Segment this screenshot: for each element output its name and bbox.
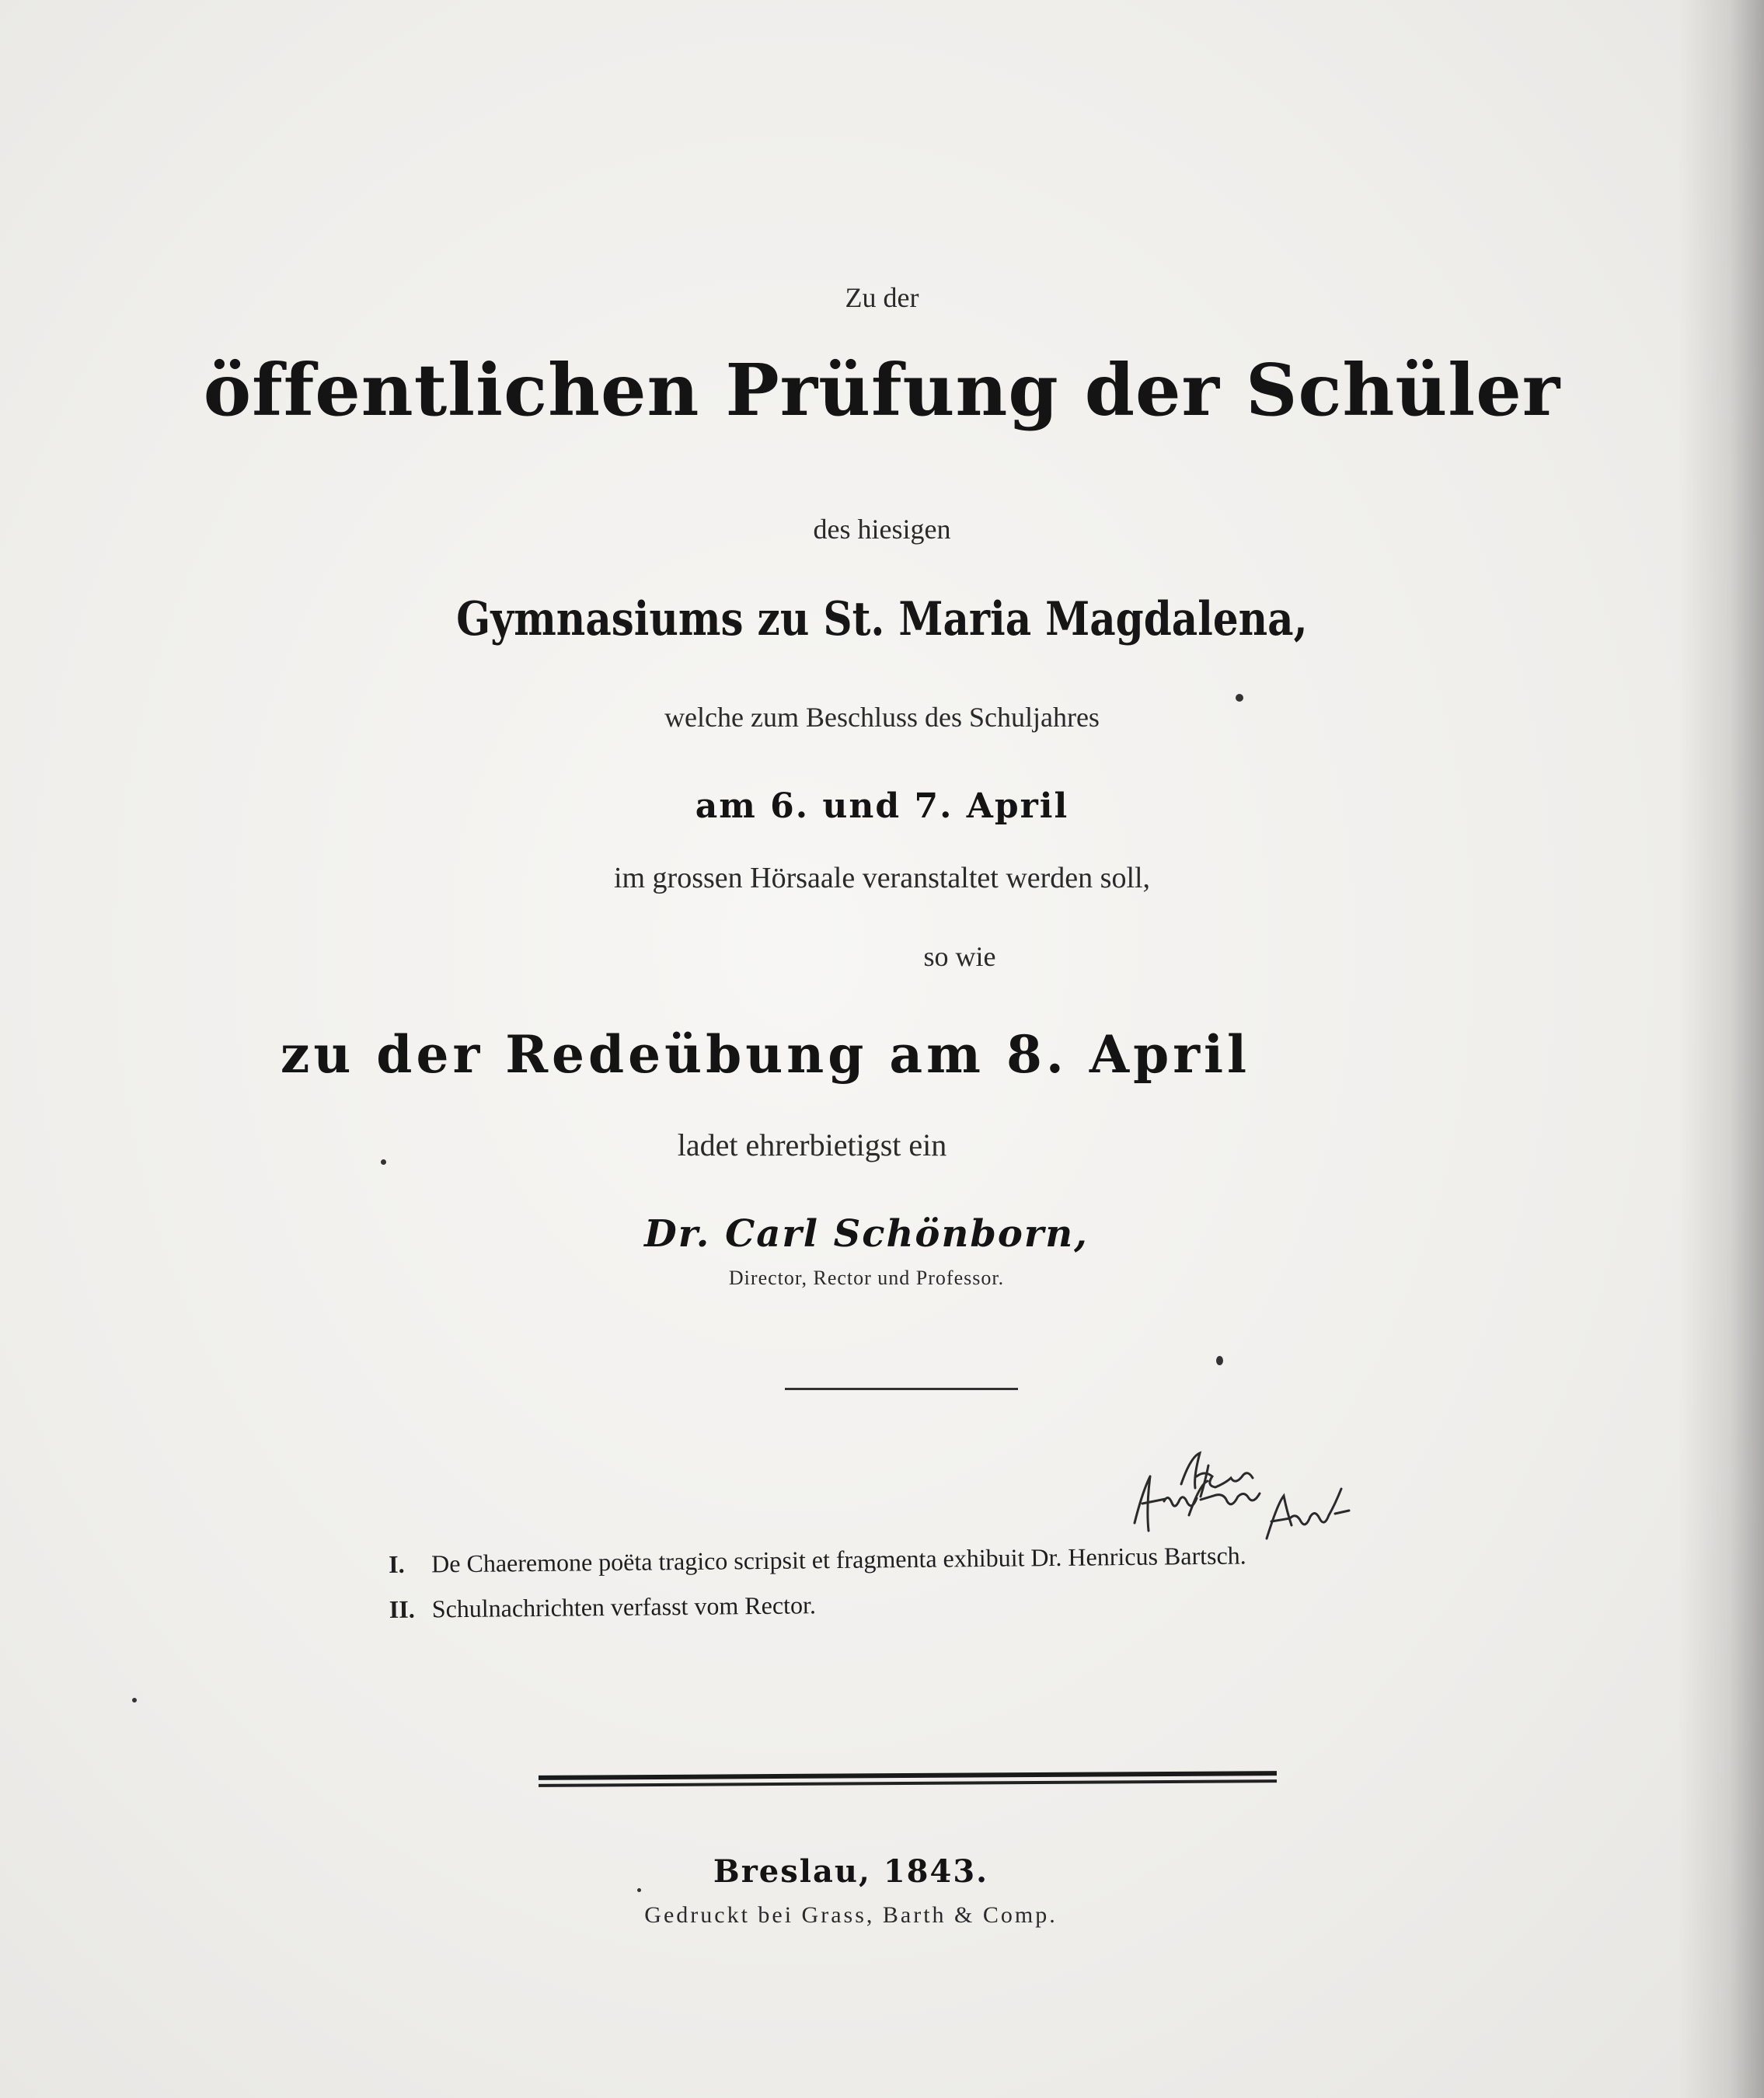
divider-thick — [539, 1771, 1277, 1790]
imprint-place-year — [0, 1853, 1733, 1890]
contents-item-text: Schulnachrichten verfasst vom Rector. — [431, 1591, 817, 1623]
author-name — [0, 1212, 1748, 1256]
author-role: Director, Rector und Professor. — [728, 1267, 1005, 1289]
intro-text: Zu der — [845, 282, 919, 313]
speech-heading-text: zu der Redeübung am 8. April — [280, 1024, 1251, 1085]
sub-text-1: des hiesigen — [813, 514, 951, 545]
main-title — [0, 348, 1764, 432]
location-text: im grossen Hörsaale veranstaltet werden soll, — [613, 862, 1151, 894]
ink-speck — [1236, 694, 1243, 702]
imprint-place-year-text: Breslau, 1843. — [713, 1853, 989, 1890]
exam-dates-text: am 6. und 7. April — [695, 786, 1069, 826]
ink-speck — [381, 1159, 386, 1165]
contents-item — [389, 1586, 1247, 1640]
invite-text: ladet ehrerbietigst ein — [677, 1127, 947, 1162]
exam-dates — [0, 786, 1764, 826]
sub-text-2: welche zum Beschluss des Schuljahres — [664, 702, 1100, 733]
sowie-text: so wie — [923, 941, 996, 972]
author-name-text: Dr. Carl Schönborn, — [644, 1212, 1089, 1256]
institution-name — [0, 592, 1764, 646]
divider-thick-bar-bottom — [539, 1779, 1277, 1787]
contents-item-text: De Chaeremone poëta tragico scripsit et fragmenta exhibuit Dr. Henricus Bartsch. — [431, 1541, 1246, 1578]
ink-speck — [1216, 1356, 1223, 1365]
contents-list — [389, 1541, 1247, 1640]
divider-thick-bar-top — [539, 1771, 1277, 1780]
page-edge-shadow — [1679, 0, 1764, 2098]
contents-item-number: I. — [389, 1549, 405, 1578]
divider-thin — [785, 1388, 1018, 1390]
speech-heading — [0, 1024, 1647, 1085]
institution-name-text: Gymnasiums zu St. Maria Magdalena, — [456, 592, 1308, 646]
main-title-text: öffentlichen Prüfung der Schüler — [203, 348, 1561, 432]
ink-speck — [132, 1698, 137, 1702]
imprint-printer: Gedruckt bei Grass, Barth & Comp. — [644, 1902, 1058, 1928]
contents-item-number: II. — [389, 1594, 415, 1623]
ink-speck — [637, 1888, 641, 1892]
